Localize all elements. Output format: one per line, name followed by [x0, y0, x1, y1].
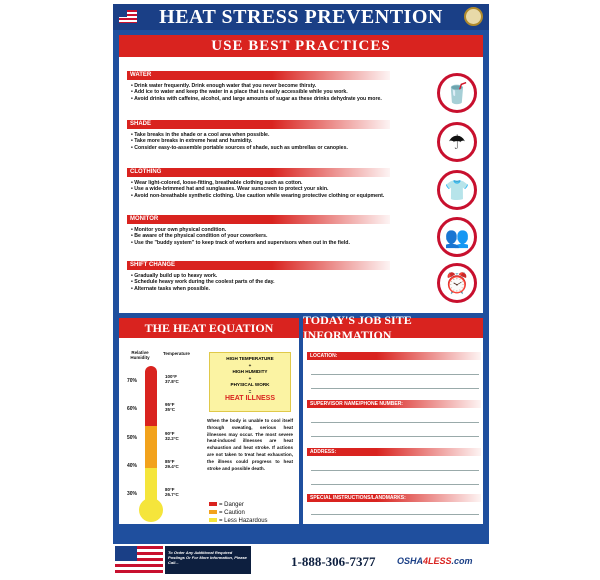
section-items	[127, 177, 401, 199]
humidity-40: 40%	[127, 463, 138, 469]
poster-title: HEAT STRESS PREVENTION	[153, 6, 449, 29]
humidity-column-label: Relative Humidity	[130, 350, 150, 360]
drinking-water-icon: 🥤	[437, 73, 477, 113]
humidity-50: 50%	[127, 435, 138, 441]
flag-image-icon	[115, 546, 163, 574]
list-item: • Drink water frequently. Drink enough water that you never become thirsty.	[131, 83, 401, 89]
list-item: • Alternate tasks when possible.	[131, 286, 401, 292]
danger-swatch	[209, 502, 217, 506]
temp-reading: 85°F 29.4°C	[165, 459, 179, 469]
list-item: • Avoid non-breathable synthetic clothing. Use caution while wearing protective clothing or equipment.	[131, 193, 401, 199]
supervisor-entry-line[interactable]	[311, 422, 479, 423]
list-item: • Gradually build up to heavy work.	[131, 273, 401, 279]
heat-equation-box: HIGH TEMPERATURE + HIGH HUMIDITY + PHYSICAL WORK = HEAT ILLNESS	[209, 352, 291, 412]
worker-clothing-icon: 👕	[437, 170, 477, 210]
section-label: SHIFT CHANGE	[127, 261, 390, 270]
section-items	[127, 270, 401, 292]
list-item: • Schedule heavy work during the coolest parts of the day.	[131, 279, 401, 285]
section-shade	[127, 120, 483, 154]
humidity-60: 60%	[127, 406, 138, 412]
section-items	[127, 80, 401, 102]
list-item: • Add ice to water and keep the water in a place that is easily accessible while you work.	[131, 89, 401, 95]
title-bar	[113, 4, 489, 30]
list-item: • Use a wide-brimmed hat and sunglasses. Wear sunscreen to protect your skin.	[131, 186, 401, 192]
poster	[113, 4, 489, 576]
heat-equation-heading: THE HEAT EQUATION	[119, 318, 299, 338]
list-item: • Wear light-colored, loose-fitting, breathable clothing such as cotton.	[131, 180, 401, 186]
temp-reading: 95°F 35°C	[165, 402, 176, 412]
brand-logo[interactable]: OSHA4LESS.com	[397, 556, 473, 566]
footer	[113, 544, 489, 576]
supervisor-field-label: SUPERVISOR NAME/PHONE NUMBER:	[307, 400, 481, 408]
section-label: MONITOR	[127, 215, 390, 224]
section-clothing	[127, 168, 483, 202]
umbrella-icon: ☂	[437, 122, 477, 162]
caution-swatch	[209, 510, 217, 514]
temp-reading: 100°F 37.8°C	[165, 374, 179, 384]
temp-reading: 80°F 26.7°C	[165, 487, 179, 497]
less-hazardous-swatch	[209, 518, 217, 522]
instructions-entry-line[interactable]	[311, 514, 479, 515]
heat-equation-paragraph: When the body is unable to cool itself through sweating, serious heat illnesses may occur. The most severe heat-induced illnesses are heat exhaustion and heat stroke. If actions are not taken to treat heat exhaustion, the illness could progress to heat stroke and possible death.	[207, 418, 293, 471]
job-site-heading: TODAY'S JOB SITE INFORMATION	[303, 318, 483, 338]
list-item: • Use the "buddy system" to keep track of workers and supervisors when out in the field.	[131, 240, 401, 246]
humidity-70: 70%	[127, 378, 138, 384]
section-shift-change	[127, 261, 483, 295]
temperature-column-label: Temperature	[163, 351, 190, 356]
location-entry-line[interactable]	[311, 374, 479, 375]
list-item: • Consider easy-to-assemble portable sources of shade, such as umbrellas or canopies.	[131, 145, 401, 151]
legend-less-hazardous: = Less Hazardous	[209, 517, 268, 525]
list-item: • Monitor your own physical condition.	[131, 227, 401, 233]
heat-equation-panel	[119, 318, 299, 524]
list-item: • Avoid drinks with caffeine, alcohol, and large amounts of sugar as these drinks dehydrate you more.	[131, 96, 401, 102]
list-item: • Be aware of the physical condition of your coworkers.	[131, 233, 401, 239]
section-monitor	[127, 215, 483, 249]
section-items	[127, 129, 401, 151]
section-label: CLOTHING	[127, 168, 390, 177]
address-entry-line[interactable]	[311, 484, 479, 485]
heat-legend	[209, 501, 268, 525]
supervisor-entry-line[interactable]	[311, 436, 479, 437]
humidity-30: 30%	[127, 491, 138, 497]
section-label: SHADE	[127, 120, 390, 129]
instructions-field-label: SPECIAL INSTRUCTIONS/LANDMARKS:	[307, 494, 481, 502]
section-water	[127, 71, 483, 105]
address-field-label: ADDRESS:	[307, 448, 481, 456]
dol-seal-icon	[464, 7, 483, 26]
temp-reading: 90°F 32.2°C	[165, 431, 179, 441]
legend-caution: = Caution	[209, 509, 268, 517]
location-entry-line[interactable]	[311, 388, 479, 389]
address-entry-line[interactable]	[311, 470, 479, 471]
legend-danger: = Danger	[209, 501, 268, 509]
us-flag-icon	[119, 10, 137, 23]
best-practices-heading: USE BEST PRACTICES	[119, 35, 483, 57]
list-item: • Take more breaks in extreme heat and humidity.	[131, 138, 401, 144]
order-phone[interactable]: 1-888-306-7377	[291, 554, 376, 569]
job-site-panel	[303, 313, 483, 524]
order-text: To Order Any Additional Required Postings Or For More Information, Please Call...	[165, 546, 251, 574]
section-items	[127, 224, 401, 246]
list-item: • Take breaks in the shade or a cool area when possible.	[131, 132, 401, 138]
location-field-label: LOCATION:	[307, 352, 481, 360]
heat-illness-result: HEAT ILLNESS	[224, 395, 276, 402]
best-practices-panel	[119, 35, 483, 313]
section-label: WATER	[127, 71, 390, 80]
alarm-clock-icon: ⏰	[437, 263, 477, 303]
buddy-system-icon: 👥	[437, 217, 477, 257]
